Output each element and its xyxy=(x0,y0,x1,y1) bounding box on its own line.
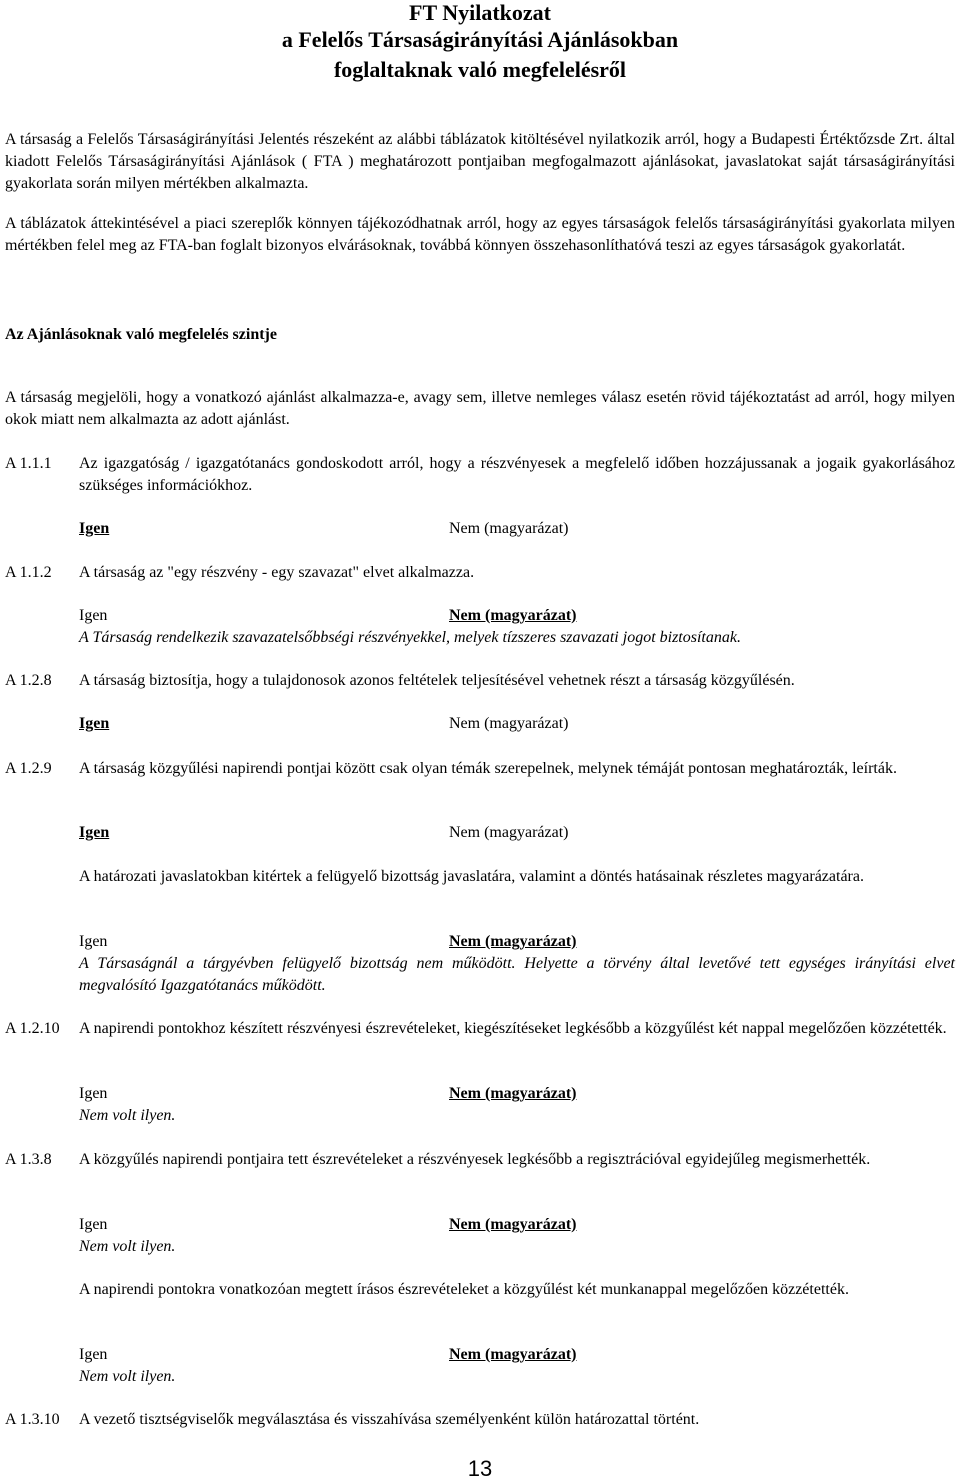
item-sub-text: A határozati javaslatokban kitértek a felügyelő bizottság javaslatára, valamint a döntés hatásainak részletes magyarázatára. xyxy=(79,868,864,885)
item-sub-text: A napirendi pontokra vonatkozóan megtett írásos észrevételeket a közgyűlést két munkanappal megelőzően közzétették. xyxy=(79,1281,849,1298)
item-explanation: Nem volt ilyen. xyxy=(79,1238,176,1255)
answer-yes-selected: Igen xyxy=(79,520,110,537)
item-text: A vezető tisztségviselők megválasztása és visszahívása személyenként külön határozattal történt. xyxy=(79,1411,700,1428)
intro-paragraph-1: A társaság a Felelős Társaságirányítási Jelentés részeként az alábbi táblázatok kitöltésével nyilatkozik arról, hogy a Budapesti Értéktőzsde Zrt. által kiadott Felelős Társaságirányítási Ajánlások ( FTA ) meghatározott pontjaiban megfogalmazott ajánlásokat, javaslatokat saját társaságirányítási gyakorlata során milyen mértékben alkalmazta. xyxy=(5,131,955,192)
item-explanation: Nem volt ilyen. xyxy=(79,1368,176,1385)
item-text: A közgyűlés napirendi pontjaira tett észrevételeket a részvényesek legkésőbb a regisztrációval egyidejűleg megismerhették. xyxy=(79,1151,871,1168)
answer-no-selected: Nem (magyarázat) xyxy=(449,933,577,950)
answer-yes: Igen xyxy=(79,607,108,624)
answer-no-selected: Nem (magyarázat) xyxy=(449,1346,577,1363)
item-code: A 1.1.1 xyxy=(5,455,52,472)
answer-no: Nem (magyarázat) xyxy=(449,520,569,537)
answer-no-selected: Nem (magyarázat) xyxy=(449,607,577,624)
document-title-line-3: foglaltaknak való megfelelésről xyxy=(333,57,627,82)
answer-no-selected: Nem (magyarázat) xyxy=(449,1085,577,1102)
section-heading: Az Ajánlásoknak való megfelelés szintje xyxy=(5,326,277,343)
item-code: A 1.3.10 xyxy=(5,1411,60,1428)
item-code: A 1.2.10 xyxy=(5,1020,60,1037)
item-text: A társaság biztosítja, hogy a tulajdonosok azonos feltételek teljesítésével vehetnek részt a társaság közgyűlésén. xyxy=(79,672,795,689)
item-code: A 1.3.8 xyxy=(5,1151,52,1168)
intro-paragraph-2: A táblázatok áttekintésével a piaci szereplők könnyen tájékozódhatnak arról, hogy az egyes társaságok felelős társaságirányítási gyakorlata milyen mértékben felel meg az FTA-ban foglalt bizonyos elvárásoknak, továbbá könnyen összehasonlíthatóvá teszi az egyes társaságok gyakorlatát. xyxy=(5,215,955,254)
answer-yes: Igen xyxy=(79,933,108,950)
section-intro: A társaság megjelöli, hogy a vonatkozó ajánlást alkalmazza-e, avagy sem, illetve nemleges válasz esetén rövid tájékoztatást ad arról, hogy milyen okok miatt nem alkalmazta az adott ajánlást. xyxy=(5,389,955,428)
item-explanation: A Társaságnál a tárgyévben felügyelő bizottság nem működött. Helyette a törvény által levetővé tett egységes irányítási elvet megvalósító Igazgatótanács működött. xyxy=(79,955,955,994)
item-text: A társaság az "egy részvény - egy szavazat" elvet alkalmazza. xyxy=(79,564,475,581)
item-text: Az igazgatóság / igazgatótanács gondoskodott arról, hogy a részvényesek a megfelelő időben hozzájussanak a jogaik gyakorlásához szükséges információkhoz. xyxy=(79,455,955,494)
answer-yes-selected: Igen xyxy=(79,715,110,732)
answer-no: Nem (magyarázat) xyxy=(449,715,569,732)
document-title-line-2: a Felelős Társaságirányítási Ajánlásokban xyxy=(281,27,679,52)
item-code: A 1.1.2 xyxy=(5,564,52,581)
item-text: A napirendi pontokhoz készített részvényesi észrevételeket, kiegészítéseket legkésőbb a közgyűlést két nappal megelőzően közzétették. xyxy=(79,1020,947,1037)
answer-yes-selected: Igen xyxy=(79,824,110,841)
item-text: A társaság közgyűlési napirendi pontjai között csak olyan témák szerepelnek, melynek témáját pontosan meghatározták, leírták. xyxy=(79,760,897,777)
item-code: A 1.2.9 xyxy=(5,760,52,777)
answer-yes: Igen xyxy=(79,1346,108,1363)
answer-no-selected: Nem (magyarázat) xyxy=(449,1216,577,1233)
answer-yes: Igen xyxy=(79,1216,108,1233)
answer-no: Nem (magyarázat) xyxy=(449,824,569,841)
item-code: A 1.2.8 xyxy=(5,672,52,689)
page-number: 13 xyxy=(467,1456,493,1481)
document-title-line-1: FT Nyilatkozat xyxy=(409,0,551,25)
item-explanation: Nem volt ilyen. xyxy=(79,1107,176,1124)
item-explanation: A Társaság rendelkezik szavazatelsőbbségi részvényekkel, melyek tízszeres szavazati jogot biztosítanak. xyxy=(79,629,741,646)
answer-yes: Igen xyxy=(79,1085,108,1102)
